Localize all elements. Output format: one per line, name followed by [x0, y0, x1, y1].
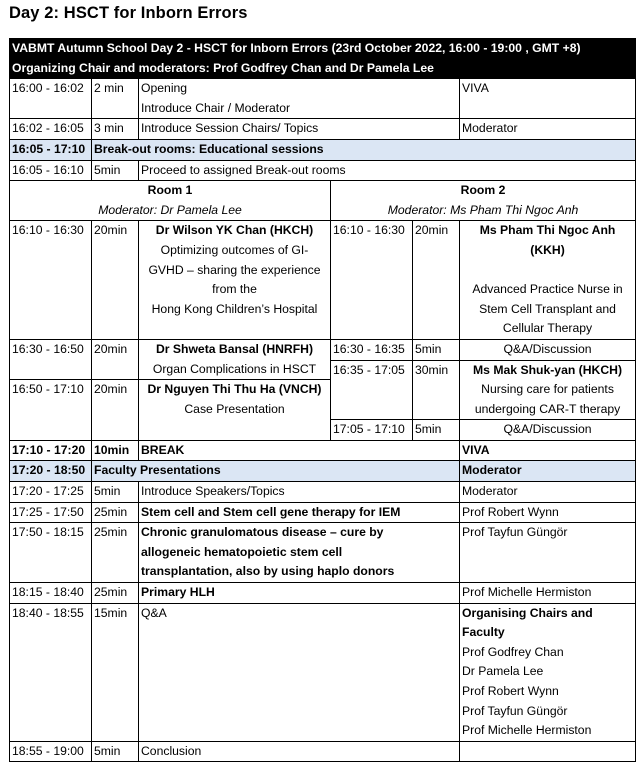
- activity-cell: Introduce Session Chairs/ Topics: [139, 119, 460, 140]
- time-cell: 16:05 - 16:10: [10, 160, 92, 181]
- time-cell: 17:20 - 17:25: [10, 482, 92, 503]
- time-cell: 17:50 - 18:15: [10, 523, 92, 583]
- table-row: [10, 502, 636, 523]
- breakout-row: [10, 339, 636, 360]
- activity-cell: [139, 523, 460, 583]
- activity-cell: Stem cell and Stem cell gene therapy for IEM: [139, 502, 460, 523]
- table-row: [10, 482, 636, 503]
- room-2-duration: 5min: [413, 339, 460, 360]
- room-1-moderator: Moderator: Dr Pamela Lee: [98, 202, 242, 217]
- table-row: [10, 119, 636, 140]
- rooms-header-row: [10, 181, 636, 221]
- right-cell: Moderator: [460, 119, 636, 140]
- room-2-moderator: Moderator: Ms Pham Thi Ngoc Anh: [387, 202, 579, 217]
- time-cell: 18:55 - 19:00: [10, 741, 92, 762]
- right-cell: [460, 741, 636, 762]
- room-1-session-1: [139, 221, 331, 340]
- room-1-duration: 20min: [92, 339, 139, 379]
- duration-cell: 15min: [92, 603, 139, 741]
- talk-title-line: Hong Kong Children’s Hospital: [151, 301, 318, 316]
- room-1-time: 16:50 - 17:10: [10, 380, 92, 441]
- talk-title-line: Cellular Therapy: [502, 321, 593, 336]
- room-2-qa: Q&A/Discussion: [460, 339, 636, 360]
- speaker-name: Dr Shweta Bansal (HNRFH): [155, 341, 314, 356]
- talk-title-line: GVHD – sharing the experience: [148, 262, 321, 277]
- table-row: [10, 160, 636, 181]
- activity-cell: Primary HLH: [139, 583, 460, 604]
- talk-title-line: from the: [212, 282, 257, 297]
- right-cell: Moderator: [460, 461, 636, 482]
- activity-line: Opening: [141, 81, 188, 96]
- room-2-time: 16:30 - 16:35: [331, 339, 413, 360]
- room-2-duration: 5min: [413, 420, 460, 441]
- room-1-duration: 20min: [92, 221, 139, 340]
- section-title: Faculty Presentations: [92, 461, 460, 482]
- room-2-time: 16:35 - 17:05: [331, 360, 413, 420]
- time-cell: 16:05 - 17:10: [10, 139, 92, 160]
- duration-cell: 5min: [92, 741, 139, 762]
- room-1-name: Room 1: [147, 183, 193, 198]
- section-row: [10, 139, 636, 160]
- activity-line: transplantation, also by using haplo donors: [141, 564, 395, 579]
- section-row: [10, 461, 636, 482]
- activity-cell: BREAK: [139, 440, 460, 461]
- right-cell: [460, 603, 636, 741]
- room-1-session-2: [139, 339, 331, 379]
- room-2-session-1: [460, 221, 636, 340]
- room-2-name: Room 2: [460, 183, 506, 198]
- room-2-header: [331, 181, 636, 221]
- duration-cell: 25min: [92, 583, 139, 604]
- room-2-time: 16:10 - 16:30: [331, 221, 413, 340]
- time-cell: 17:25 - 17:50: [10, 502, 92, 523]
- talk-title-line: Optimizing outcomes of GI-: [160, 242, 309, 257]
- activity-cell: Conclusion: [139, 741, 460, 762]
- duration-cell: 3 min: [92, 119, 139, 140]
- room-1-duration: 20min: [92, 380, 139, 441]
- time-cell: 17:10 - 17:20: [10, 440, 92, 461]
- room-1-session-3: [139, 380, 331, 441]
- header-line-1: VABMT Autumn School Day 2 - HSCT for Inborn Errors (23rd October 2022, 16:00 - 19:00 , GMT +8): [12, 41, 581, 55]
- page-title: Day 2: HSCT for Inborn Errors: [9, 4, 248, 22]
- activity-line: Introduce Chair / Moderator: [141, 100, 291, 115]
- right-cell: Prof Michelle Hermiston: [460, 583, 636, 604]
- right-cell: Moderator: [460, 482, 636, 503]
- header-line-2: Organizing Chair and moderators: Prof Godfrey Chan and Dr Pamela Lee: [12, 60, 434, 75]
- duration-cell: 10min: [92, 440, 139, 461]
- time-cell: 16:00 - 16:02: [10, 79, 92, 119]
- activity-cell: Proceed to assigned Break-out rooms: [139, 160, 636, 181]
- room-1-time: 16:30 - 16:50: [10, 339, 92, 379]
- talk-title-line: Nursing care for patients: [481, 382, 614, 397]
- right-cell: Prof Tayfun Güngör: [460, 523, 636, 583]
- room-2-time: 17:05 - 17:10: [331, 420, 413, 441]
- duration-cell: 25min: [92, 523, 139, 583]
- time-cell: 18:15 - 18:40: [10, 583, 92, 604]
- right-line: Prof Robert Wynn: [462, 684, 559, 698]
- activity-cell: Introduce Speakers/Topics: [139, 482, 460, 503]
- header-row: [10, 39, 636, 79]
- activity-cell: Q&A: [139, 603, 460, 741]
- right-line: Prof Michelle Hermiston: [462, 723, 592, 738]
- room-1-header: [10, 181, 331, 221]
- room-2-session-2: [460, 360, 636, 420]
- speaker-name: Ms Mak Shuk-yan (HKCH): [473, 362, 623, 377]
- section-title: Break-out rooms: Educational sessions: [92, 139, 636, 160]
- right-line: Prof Tayfun Güngör: [462, 703, 568, 718]
- speaker-name: Dr Nguyen Thi Thu Ha (VNCH): [147, 382, 322, 397]
- activity-line: allogeneic hematopoietic stem cell: [141, 544, 343, 559]
- right-cell: VIVA: [460, 440, 636, 461]
- speaker-affiliation: (KKH): [530, 242, 565, 257]
- talk-title-line: Stem Cell Transplant and: [479, 301, 616, 316]
- time-cell: 18:40 - 18:55: [10, 603, 92, 741]
- room-1-time: 16:10 - 16:30: [10, 221, 92, 340]
- talk-title-line: undergoing CAR-T therapy: [474, 401, 621, 416]
- table-row: [10, 741, 636, 762]
- table-row: [10, 79, 636, 119]
- time-cell: 17:20 - 18:50: [10, 461, 92, 482]
- right-cell: Prof Robert Wynn: [460, 502, 636, 523]
- right-line: Dr Pamela Lee: [462, 664, 544, 679]
- activity-line: Chronic granulomatous disease – cure by: [141, 525, 384, 540]
- room-2-duration: 30min: [413, 360, 460, 420]
- speaker-name: Ms Pham Thi Ngoc Anh: [479, 223, 616, 238]
- room-2-duration: 20min: [413, 221, 460, 340]
- duration-cell: 25min: [92, 502, 139, 523]
- schedule-table: [9, 38, 636, 762]
- table-row: [10, 523, 636, 583]
- talk-title-line: Case Presentation: [184, 401, 285, 416]
- right-line: Organising Chairs and: [462, 605, 593, 620]
- talk-title-line: Advanced Practice Nurse in: [472, 282, 623, 297]
- header-cell: [10, 39, 636, 79]
- time-cell: 16:02 - 16:05: [10, 119, 92, 140]
- spacer: [462, 261, 633, 281]
- duration-cell: 2 min: [92, 79, 139, 119]
- talk-title-line: Organ Complications in HSCT: [152, 361, 317, 376]
- right-line: Faculty: [462, 625, 505, 640]
- table-row: [10, 603, 636, 741]
- activity-cell: [139, 79, 460, 119]
- table-row: [10, 583, 636, 604]
- break-row: [10, 440, 636, 461]
- duration-cell: 5min: [92, 482, 139, 503]
- room-2-qa: Q&A/Discussion: [460, 420, 636, 441]
- right-line: Prof Godfrey Chan: [462, 644, 564, 659]
- duration-cell: 5min: [92, 160, 139, 181]
- speaker-name: Dr Wilson YK Chan (HKCH): [155, 223, 314, 238]
- right-cell: VIVA: [460, 79, 636, 119]
